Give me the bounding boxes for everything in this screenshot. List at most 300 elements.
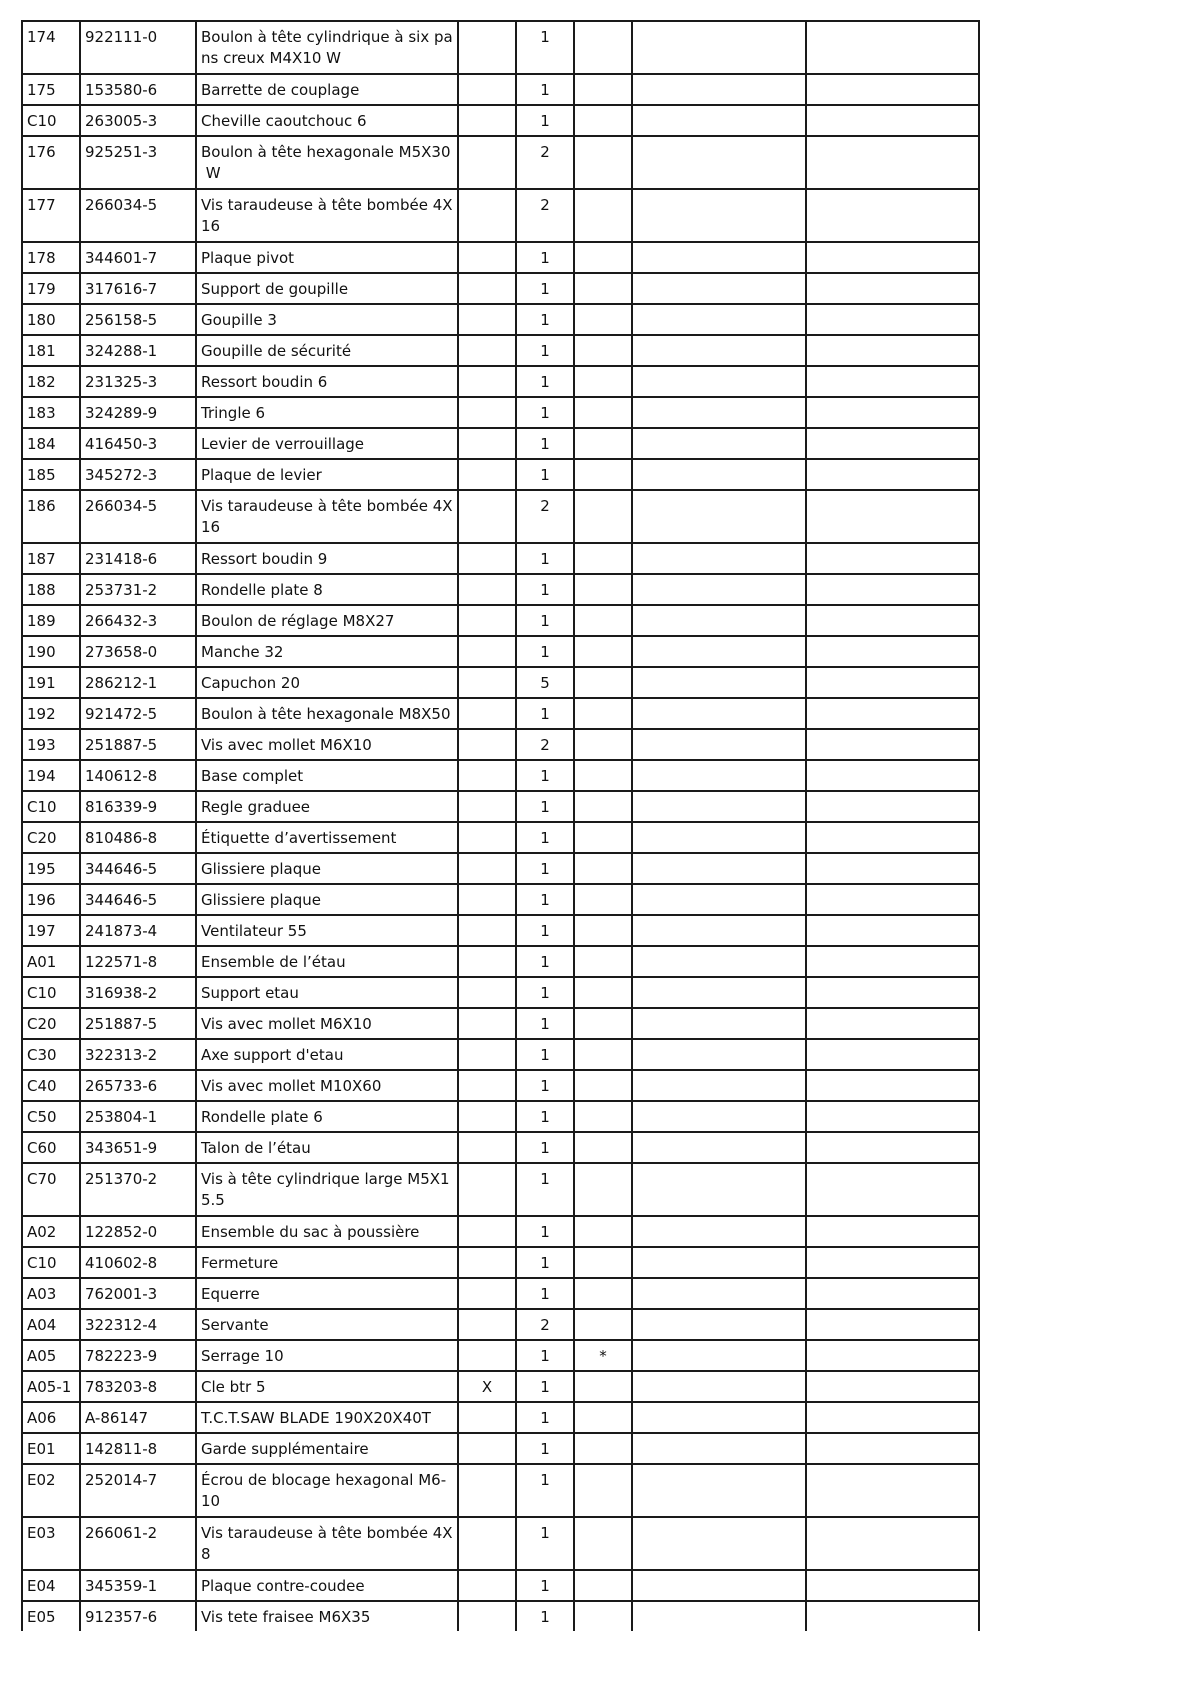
item-number-cell: 195 — [22, 853, 80, 884]
quantity-cell: 1 — [516, 1247, 574, 1278]
table-row — [22, 428, 979, 459]
part-number-cell: 344601-7 — [80, 242, 196, 273]
description-cell: Tringle 6 — [196, 397, 458, 428]
flag-cell — [458, 574, 516, 605]
quantity-cell: 1 — [516, 946, 574, 977]
part-number-cell: 316938-2 — [80, 977, 196, 1008]
flag-cell — [458, 946, 516, 977]
part-number-cell: 816339-9 — [80, 791, 196, 822]
quantity-cell: 1 — [516, 760, 574, 791]
quantity-cell: 2 — [516, 136, 574, 189]
description-cell: Cle btr 5 — [196, 1371, 458, 1402]
blank-cell — [632, 729, 806, 760]
item-number-cell: 193 — [22, 729, 80, 760]
description-cell: Barrette de couplage — [196, 74, 458, 105]
blank-cell — [632, 1008, 806, 1039]
quantity-cell: 1 — [516, 397, 574, 428]
mark-cell — [574, 1433, 632, 1464]
quantity-cell: 1 — [516, 791, 574, 822]
mark-cell — [574, 698, 632, 729]
mark-cell — [574, 1008, 632, 1039]
mark-cell — [574, 977, 632, 1008]
table-row — [22, 698, 979, 729]
description-cell: Cheville caoutchouc 6 — [196, 105, 458, 136]
part-number-cell: 324289-9 — [80, 397, 196, 428]
description-cell: Ventilateur 55 — [196, 915, 458, 946]
blank-cell — [632, 946, 806, 977]
flag-cell — [458, 1340, 516, 1371]
blank-cell — [632, 397, 806, 428]
part-number-cell: 241873-4 — [80, 915, 196, 946]
mark-cell — [574, 459, 632, 490]
blank-cell — [806, 1371, 979, 1402]
flag-cell — [458, 335, 516, 366]
table-row — [22, 21, 979, 74]
part-number-cell: 925251-3 — [80, 136, 196, 189]
blank-cell — [632, 21, 806, 74]
flag-cell — [458, 977, 516, 1008]
part-number-cell: 783203-8 — [80, 1371, 196, 1402]
item-number-cell: 174 — [22, 21, 80, 74]
item-number-cell: E04 — [22, 1570, 80, 1601]
mark-cell — [574, 853, 632, 884]
quantity-cell: 1 — [516, 698, 574, 729]
blank-cell — [632, 1278, 806, 1309]
flag-cell — [458, 636, 516, 667]
part-number-cell: 345272-3 — [80, 459, 196, 490]
flag-cell — [458, 1008, 516, 1039]
flag-cell — [458, 884, 516, 915]
table-row — [22, 1570, 979, 1601]
mark-cell — [574, 1039, 632, 1070]
description-cell: Goupille de sécurité — [196, 335, 458, 366]
item-number-cell: A03 — [22, 1278, 80, 1309]
flag-cell — [458, 760, 516, 791]
mark-cell — [574, 1216, 632, 1247]
part-number-cell: 266432-3 — [80, 605, 196, 636]
description-cell: Axe support d'etau — [196, 1039, 458, 1070]
blank-cell — [806, 1070, 979, 1101]
description-cell: Vis taraudeuse à tête bombée 4X 16 — [196, 490, 458, 543]
blank-cell — [806, 1163, 979, 1216]
item-number-cell: 179 — [22, 273, 80, 304]
quantity-cell: 1 — [516, 605, 574, 636]
part-number-cell: 810486-8 — [80, 822, 196, 853]
mark-cell — [574, 335, 632, 366]
mark-cell — [574, 1601, 632, 1631]
flag-cell — [458, 1464, 516, 1517]
mark-cell — [574, 605, 632, 636]
flag-cell — [458, 791, 516, 822]
blank-cell — [632, 1601, 806, 1631]
item-number-cell: 178 — [22, 242, 80, 273]
blank-cell — [632, 1517, 806, 1570]
blank-cell — [806, 1517, 979, 1570]
mark-cell — [574, 1517, 632, 1570]
description-cell: Boulon à tête cylindrique à six pa ns creux M4X10 W — [196, 21, 458, 74]
table-row — [22, 304, 979, 335]
blank-cell — [806, 366, 979, 397]
item-number-cell: 181 — [22, 335, 80, 366]
quantity-cell: 1 — [516, 1517, 574, 1570]
flag-cell — [458, 1570, 516, 1601]
description-cell: Glissiere plaque — [196, 884, 458, 915]
blank-cell — [806, 884, 979, 915]
blank-cell — [806, 1340, 979, 1371]
part-number-cell: 416450-3 — [80, 428, 196, 459]
blank-cell — [806, 304, 979, 335]
mark-cell — [574, 822, 632, 853]
item-number-cell: E03 — [22, 1517, 80, 1570]
table-row — [22, 105, 979, 136]
blank-cell — [632, 459, 806, 490]
quantity-cell: 1 — [516, 915, 574, 946]
description-cell: Ressort boudin 6 — [196, 366, 458, 397]
blank-cell — [632, 1402, 806, 1433]
mark-cell — [574, 273, 632, 304]
table-row — [22, 1101, 979, 1132]
blank-cell — [632, 543, 806, 574]
description-cell: Boulon à tête hexagonale M5X30 W — [196, 136, 458, 189]
item-number-cell: C60 — [22, 1132, 80, 1163]
part-number-cell: 762001-3 — [80, 1278, 196, 1309]
part-number-cell: 266061-2 — [80, 1517, 196, 1570]
item-number-cell: 176 — [22, 136, 80, 189]
table-row — [22, 1247, 979, 1278]
description-cell: Vis à tête cylindrique large M5X1 5.5 — [196, 1163, 458, 1216]
description-cell: Support etau — [196, 977, 458, 1008]
blank-cell — [806, 853, 979, 884]
blank-cell — [632, 136, 806, 189]
blank-cell — [806, 574, 979, 605]
description-cell: Goupille 3 — [196, 304, 458, 335]
description-cell: Ressort boudin 9 — [196, 543, 458, 574]
quantity-cell: 1 — [516, 1039, 574, 1070]
table-row — [22, 397, 979, 428]
quantity-cell: 1 — [516, 1402, 574, 1433]
blank-cell — [632, 74, 806, 105]
quantity-cell: 1 — [516, 822, 574, 853]
item-number-cell: 189 — [22, 605, 80, 636]
flag-cell — [458, 490, 516, 543]
blank-cell — [632, 1433, 806, 1464]
table-row — [22, 490, 979, 543]
blank-cell — [806, 977, 979, 1008]
table-row — [22, 853, 979, 884]
item-number-cell: C20 — [22, 822, 80, 853]
flag-cell — [458, 189, 516, 242]
blank-cell — [806, 74, 979, 105]
part-number-cell: 122571-8 — [80, 946, 196, 977]
quantity-cell: 1 — [516, 1278, 574, 1309]
flag-cell — [458, 543, 516, 574]
part-number-cell: 273658-0 — [80, 636, 196, 667]
quantity-cell: 2 — [516, 729, 574, 760]
part-number-cell: 345359-1 — [80, 1570, 196, 1601]
blank-cell — [806, 1278, 979, 1309]
item-number-cell: E05 — [22, 1601, 80, 1631]
blank-cell — [632, 977, 806, 1008]
mark-cell — [574, 667, 632, 698]
mark-cell — [574, 1132, 632, 1163]
blank-cell — [806, 428, 979, 459]
mark-cell — [574, 1371, 632, 1402]
blank-cell — [806, 729, 979, 760]
table-row — [22, 1309, 979, 1340]
flag-cell — [458, 1247, 516, 1278]
mark-cell — [574, 915, 632, 946]
blank-cell — [806, 1216, 979, 1247]
description-cell: Garde supplémentaire — [196, 1433, 458, 1464]
table-row — [22, 1008, 979, 1039]
part-number-cell: 142811-8 — [80, 1433, 196, 1464]
part-number-cell: 251887-5 — [80, 729, 196, 760]
mark-cell: * — [574, 1340, 632, 1371]
quantity-cell: 1 — [516, 1464, 574, 1517]
part-number-cell: 343651-9 — [80, 1132, 196, 1163]
table-row — [22, 273, 979, 304]
description-cell: Vis taraudeuse à tête bombée 4X 16 — [196, 189, 458, 242]
mark-cell — [574, 366, 632, 397]
blank-cell — [806, 791, 979, 822]
table-row — [22, 1340, 979, 1371]
item-number-cell: 194 — [22, 760, 80, 791]
parts-table-body — [22, 21, 979, 1631]
quantity-cell: 1 — [516, 1340, 574, 1371]
item-number-cell: E02 — [22, 1464, 80, 1517]
blank-cell — [632, 1070, 806, 1101]
blank-cell — [806, 605, 979, 636]
quantity-cell: 1 — [516, 428, 574, 459]
quantity-cell: 1 — [516, 459, 574, 490]
description-cell: Écrou de blocage hexagonal M6- 10 — [196, 1464, 458, 1517]
part-number-cell: 252014-7 — [80, 1464, 196, 1517]
table-row — [22, 459, 979, 490]
part-number-cell: 140612-8 — [80, 760, 196, 791]
flag-cell — [458, 1216, 516, 1247]
blank-cell — [632, 791, 806, 822]
table-row — [22, 1601, 979, 1631]
blank-cell — [806, 1570, 979, 1601]
blank-cell — [632, 428, 806, 459]
blank-cell — [632, 1464, 806, 1517]
blank-cell — [632, 304, 806, 335]
part-number-cell: 266034-5 — [80, 490, 196, 543]
table-row — [22, 242, 979, 273]
table-row — [22, 791, 979, 822]
table-row — [22, 189, 979, 242]
table-row — [22, 1039, 979, 1070]
item-number-cell: A04 — [22, 1309, 80, 1340]
blank-cell — [806, 459, 979, 490]
blank-cell — [806, 397, 979, 428]
mark-cell — [574, 1402, 632, 1433]
part-number-cell: 231418-6 — [80, 543, 196, 574]
flag-cell: X — [458, 1371, 516, 1402]
flag-cell — [458, 1309, 516, 1340]
part-number-cell: 153580-6 — [80, 74, 196, 105]
blank-cell — [632, 1216, 806, 1247]
mark-cell — [574, 21, 632, 74]
part-number-cell: 286212-1 — [80, 667, 196, 698]
table-row — [22, 822, 979, 853]
part-number-cell: 251887-5 — [80, 1008, 196, 1039]
description-cell: T.C.T.SAW BLADE 190X20X40T — [196, 1402, 458, 1433]
blank-cell — [806, 946, 979, 977]
item-number-cell: 183 — [22, 397, 80, 428]
blank-cell — [806, 760, 979, 791]
flag-cell — [458, 822, 516, 853]
description-cell: Vis avec mollet M6X10 — [196, 1008, 458, 1039]
mark-cell — [574, 105, 632, 136]
quantity-cell: 1 — [516, 1216, 574, 1247]
table-row — [22, 667, 979, 698]
blank-cell — [632, 490, 806, 543]
flag-cell — [458, 1402, 516, 1433]
blank-cell — [632, 366, 806, 397]
mark-cell — [574, 428, 632, 459]
blank-cell — [632, 667, 806, 698]
description-cell: Boulon de réglage M8X27 — [196, 605, 458, 636]
blank-cell — [806, 1433, 979, 1464]
part-number-cell: 265733-6 — [80, 1070, 196, 1101]
item-number-cell: 185 — [22, 459, 80, 490]
mark-cell — [574, 490, 632, 543]
item-number-cell: C10 — [22, 105, 80, 136]
item-number-cell: C10 — [22, 977, 80, 1008]
quantity-cell: 1 — [516, 1163, 574, 1216]
description-cell: Étiquette d’avertissement — [196, 822, 458, 853]
flag-cell — [458, 1163, 516, 1216]
blank-cell — [806, 21, 979, 74]
mark-cell — [574, 1101, 632, 1132]
blank-cell — [806, 636, 979, 667]
part-number-cell: 922111-0 — [80, 21, 196, 74]
blank-cell — [632, 1039, 806, 1070]
flag-cell — [458, 397, 516, 428]
mark-cell — [574, 242, 632, 273]
table-row — [22, 1464, 979, 1517]
mark-cell — [574, 397, 632, 428]
item-number-cell: 190 — [22, 636, 80, 667]
item-number-cell: A02 — [22, 1216, 80, 1247]
table-row — [22, 1402, 979, 1433]
flag-cell — [458, 853, 516, 884]
item-number-cell: A05-1 — [22, 1371, 80, 1402]
blank-cell — [632, 853, 806, 884]
blank-cell — [806, 1008, 979, 1039]
part-number-cell: 344646-5 — [80, 884, 196, 915]
description-cell: Ensemble de l’étau — [196, 946, 458, 977]
mark-cell — [574, 1278, 632, 1309]
description-cell: Equerre — [196, 1278, 458, 1309]
quantity-cell: 1 — [516, 1008, 574, 1039]
table-row — [22, 366, 979, 397]
flag-cell — [458, 1132, 516, 1163]
quantity-cell: 1 — [516, 335, 574, 366]
blank-cell — [632, 760, 806, 791]
blank-cell — [632, 273, 806, 304]
quantity-cell: 1 — [516, 1101, 574, 1132]
description-cell: Regle graduee — [196, 791, 458, 822]
item-number-cell: A06 — [22, 1402, 80, 1433]
blank-cell — [806, 1402, 979, 1433]
description-cell: Rondelle plate 8 — [196, 574, 458, 605]
part-number-cell: 263005-3 — [80, 105, 196, 136]
description-cell: Plaque pivot — [196, 242, 458, 273]
mark-cell — [574, 946, 632, 977]
table-row — [22, 543, 979, 574]
blank-cell — [806, 1309, 979, 1340]
item-number-cell: 182 — [22, 366, 80, 397]
quantity-cell: 1 — [516, 884, 574, 915]
blank-cell — [632, 189, 806, 242]
table-row — [22, 977, 979, 1008]
quantity-cell: 1 — [516, 574, 574, 605]
blank-cell — [632, 1309, 806, 1340]
blank-cell — [806, 1132, 979, 1163]
part-number-cell: 410602-8 — [80, 1247, 196, 1278]
description-cell: Rondelle plate 6 — [196, 1101, 458, 1132]
item-number-cell: C20 — [22, 1008, 80, 1039]
quantity-cell: 1 — [516, 1371, 574, 1402]
mark-cell — [574, 304, 632, 335]
mark-cell — [574, 1464, 632, 1517]
table-row — [22, 946, 979, 977]
table-row — [22, 729, 979, 760]
part-number-cell: 344646-5 — [80, 853, 196, 884]
part-number-cell: 256158-5 — [80, 304, 196, 335]
item-number-cell: C70 — [22, 1163, 80, 1216]
item-number-cell: 188 — [22, 574, 80, 605]
blank-cell — [806, 1039, 979, 1070]
item-number-cell: 175 — [22, 74, 80, 105]
mark-cell — [574, 1070, 632, 1101]
quantity-cell: 1 — [516, 543, 574, 574]
part-number-cell: 921472-5 — [80, 698, 196, 729]
flag-cell — [458, 273, 516, 304]
blank-cell — [632, 105, 806, 136]
flag-cell — [458, 1101, 516, 1132]
flag-cell — [458, 1517, 516, 1570]
quantity-cell: 2 — [516, 189, 574, 242]
description-cell: Support de goupille — [196, 273, 458, 304]
blank-cell — [806, 1247, 979, 1278]
quantity-cell: 1 — [516, 273, 574, 304]
description-cell: Talon de l’étau — [196, 1132, 458, 1163]
blank-cell — [806, 189, 979, 242]
table-row — [22, 760, 979, 791]
flag-cell — [458, 242, 516, 273]
quantity-cell: 1 — [516, 1132, 574, 1163]
blank-cell — [632, 698, 806, 729]
blank-cell — [806, 1464, 979, 1517]
part-number-cell: 251370-2 — [80, 1163, 196, 1216]
table-row — [22, 884, 979, 915]
blank-cell — [806, 105, 979, 136]
item-number-cell: 186 — [22, 490, 80, 543]
blank-cell — [632, 605, 806, 636]
description-cell: Fermeture — [196, 1247, 458, 1278]
mark-cell — [574, 136, 632, 189]
flag-cell — [458, 21, 516, 74]
parts-table — [21, 20, 980, 1631]
blank-cell — [806, 698, 979, 729]
part-number-cell: 231325-3 — [80, 366, 196, 397]
blank-cell — [632, 1132, 806, 1163]
flag-cell — [458, 605, 516, 636]
part-number-cell: 122852-0 — [80, 1216, 196, 1247]
